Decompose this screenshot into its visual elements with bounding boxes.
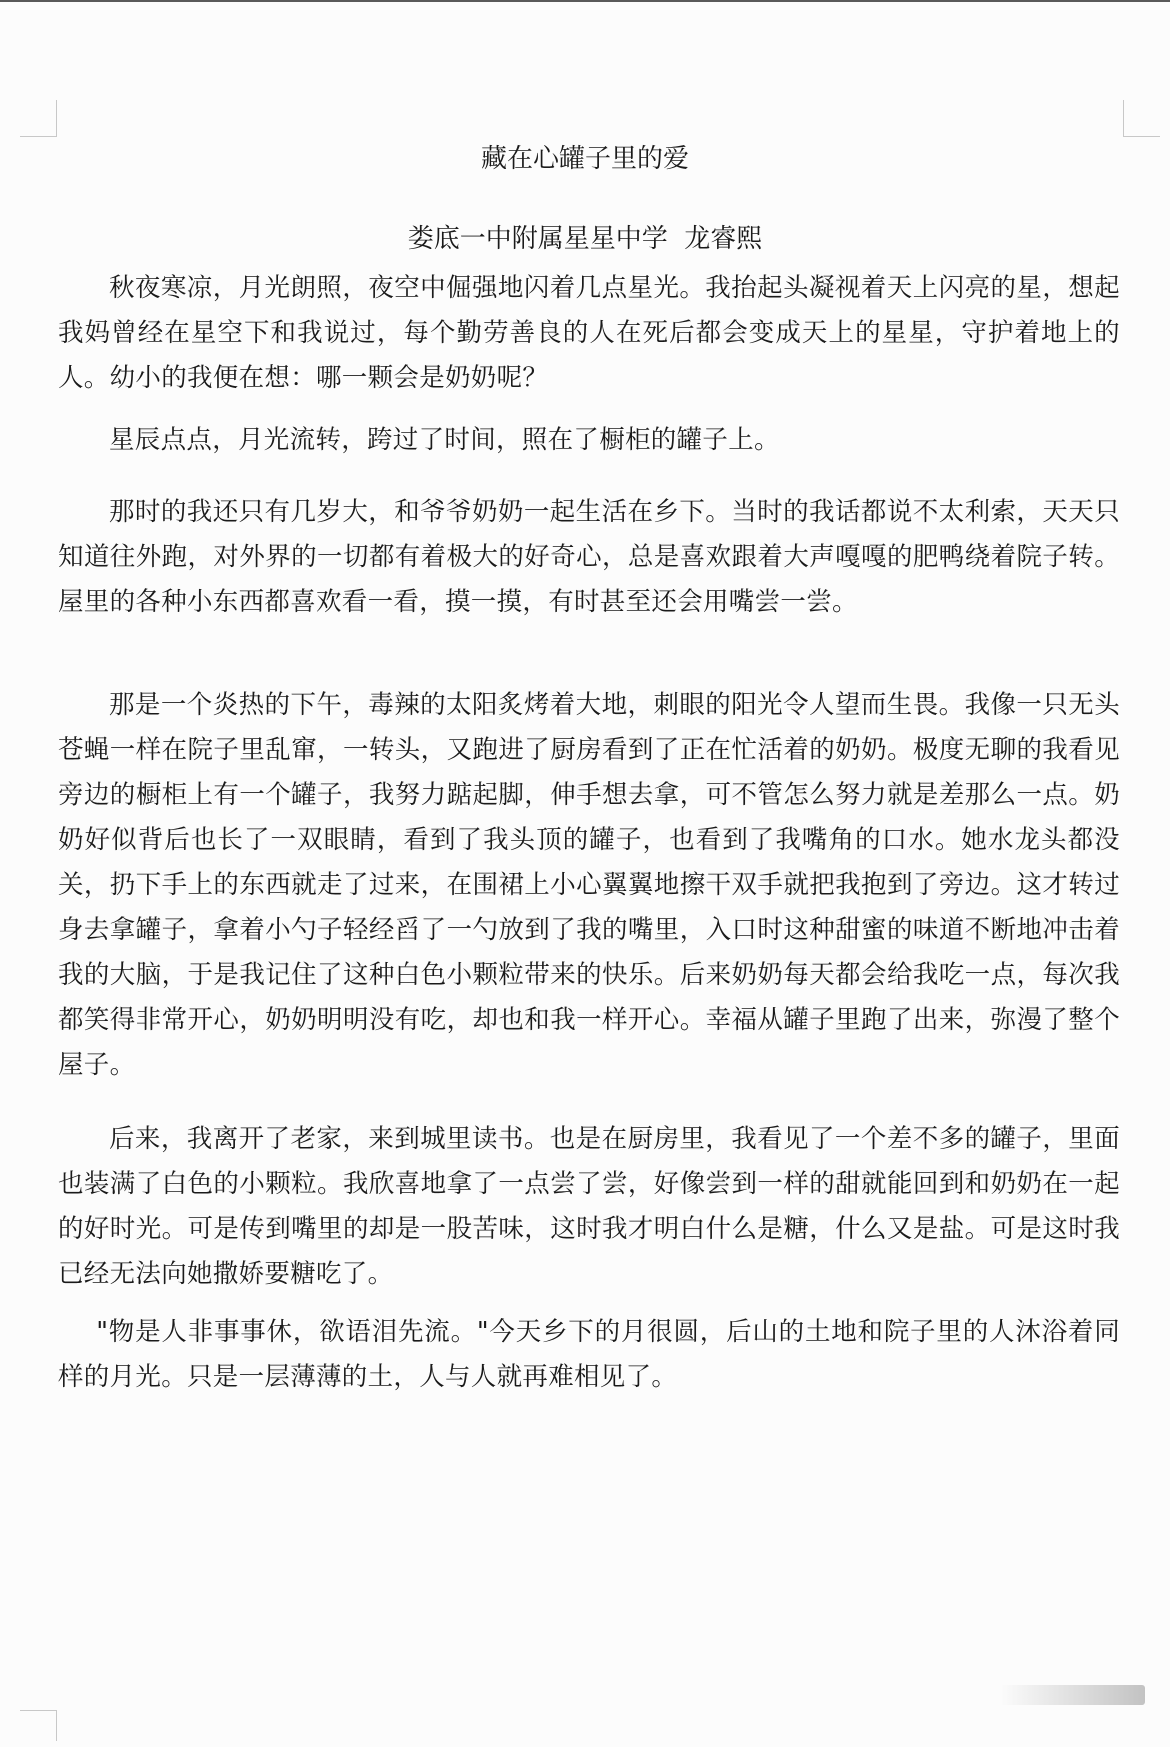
paragraph-3: 那时的我还只有几岁大，和爷爷奶奶一起生活在乡下。当时的我话都说不太利索，天天只知道往外跑，对外界的一切都有着极大的好奇心，总是喜欢跟着大声嘎嘎的肥鸭绕着院子转。屋里的各种小东西都喜欢看一看，摸一摸，有时甚至还会用嘴尝一尝。 <box>58 497 1120 617</box>
paragraph-4: 那是一个炎热的下午，毒辣的太阳炙烤着大地，刺眼的阳光令人望而生畏。我像一只无头苍蝇一样在院子里乱窜，一转头，又跑进了厨房看到了正在忙活着的奶奶。极度无聊的我看见旁边的橱柜上有一个罐子，我努力踮起脚，伸手想去拿，可不管怎么努力就是差那么一点。奶奶好似背后也长了一双眼睛，看到了我头顶的罐子，也看到了我嘴角的口水。她水龙头都没关，扔下手上的东西就走了过来，在围裙上小心翼翼地擦干双手就把我抱到了旁边。这才转过身去拿罐子，拿着小勺子轻经舀了一勺放到了我的嘴里，入口时这种甜蜜的味道不断地冲击着我的大脑，于是我记住了这种白色小颗粒带来的快乐。后来奶奶每天都会给我吃一点，每次我都笑得非常开心，奶奶明明没有吃，却也和我一样开心。幸福从罐子里跑了出来，弥漫了整个屋子。 <box>58 690 1120 1080</box>
document-title: 藏在心罐子里的爱 <box>480 144 689 174</box>
paragraph-6: "物是人非事事休，欲语泪先流。"今天乡下的月很圆，后山的土地和院子里的人沐浴着同样的月光。只是一层薄薄的土，人与人就再难相见了。 <box>58 1317 1120 1392</box>
watermark-bar <box>1000 1685 1145 1705</box>
top-border-line <box>0 0 1170 2</box>
paragraph-1: 秋夜寒凉，月光朗照，夜空中倔强地闪着几点星光。我抬起头凝视着天上闪亮的星，想起我妈曾经在星空下和我说过，每个勤劳善良的人在死后都会变成天上的星星，守护着地上的人。幼小的我便在想：哪一颗会是奶奶呢？ <box>58 273 1120 393</box>
crop-mark-top-right <box>1123 100 1160 137</box>
author-byline: 娄底一中附属星星中学 龙睿熙 <box>407 224 763 254</box>
paragraph-5: 后来，我离开了老家，来到城里读书。也是在厨房里，我看见了一个差不多的罐子，里面也装满了白色的小颗粒。我欣喜地拿了一点尝了尝，好像尝到一样的甜就能回到和奶奶在一起的好时光。可是传到嘴里的却是一股苦味，这时我才明白什么是糖，什么又是盐。可是这时我已经无法向她撒娇要糖吃了。 <box>58 1124 1120 1289</box>
paragraph-2: 星辰点点，月光流转，跨过了时间，照在了橱柜的罐子上。 <box>109 425 780 455</box>
crop-mark-top-left <box>20 100 57 137</box>
crop-mark-bottom-left <box>20 1710 57 1741</box>
